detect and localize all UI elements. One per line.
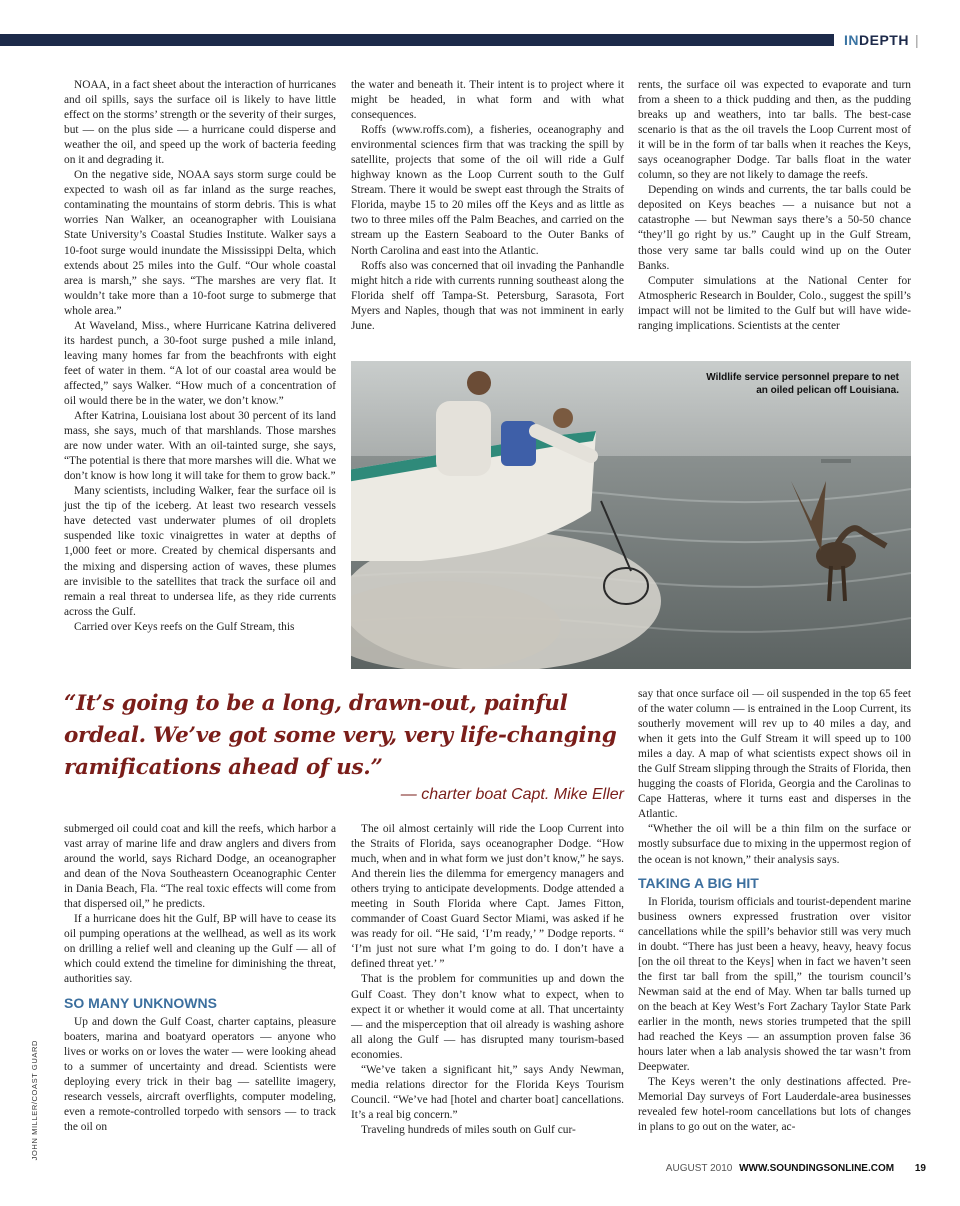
photo-illustration (351, 361, 911, 669)
paragraph: the water and beneath it. Their intent is to project where it might be headed, in what form and with what consequences. (351, 79, 624, 122)
subheading-taking-a-big-hit: TAKING A BIG HIT (638, 874, 759, 891)
paragraph: NOAA, in a fact sheet about the interaction of hurricanes and oil spills, says the surface oil is likely to have little effect on the storms’ strength or the severity of their surges, but — on the plus side — a hurricane could disperse and weather the oil, and speed up the work of bacteria feeding on it and degrading it. (64, 79, 336, 167)
paragraph: In Florida, tourism officials and tourist-dependent marine business owners expressed frustration over visitor cancellations while the spill’s behavior still was very much in doubt. “There has just been a heavy, heavy, heavy focus [on the oil threat to the Keys] when in fact we haven’t seen the first tar ball from the spill,” the tourism council’s Newman said at the end of May. When tar balls turned up on the beach at Key West’s Fort Zachary Taylor State Park earlier in the month, news stories trumpeted that the spill had reached the Keys — an assumption proven false 36 hours later when a lab analysis showed the tar wasn’t from Deepwater. (638, 895, 911, 1074)
paragraph: Carried over Keys reefs on the Gulf Stream, this (74, 620, 295, 633)
upper-column-1 (64, 78, 336, 635)
section-label-in: IN (844, 32, 859, 48)
paragraph: “We’ve taken a significant hit,” says Andy Newman, media relations director for the Florida Keys Tourism Council. “We’ve had [hotel and charter boat] cancellations. It’s a real big concern.” (351, 1063, 624, 1121)
issue-date: AUGUST 2010 (665, 1163, 733, 1174)
photo-credit: JOHN MILLER/COAST GUARD (30, 1040, 39, 1161)
page-footer (666, 1163, 926, 1174)
paragraph: At Waveland, Miss., where Hurricane Katrina delivered its hardest punch, a 30-foot surge pushed a mile inland, leaving many homes far from the beachfronts with eight feet of water in them. “A lot of our coastal area would be affected,” says Walker. “How much of a concentration of oil would there be in the water, we don’t know.” (64, 319, 336, 407)
paragraph: rents, the surface oil was expected to evaporate and turn from a sheen to a thick pudding and then, as the pudding breaks up and weathers, into tar balls. The best-case scenario is that as the oil travels the Loop Current most of it will be in the form of tar balls when it reaches the Keys, says oceanographer Dodge. Tar balls float in the water column, so they are not likely to damage the reefs. (638, 79, 911, 182)
paragraph: “Whether the oil will be a thin film on the surface or mostly subsurface due to mixing in the uppermost region of the ocean is not known,” their analysis says. (638, 823, 911, 866)
paragraph: submerged oil could coat and kill the reefs, which harbor a vast array of marine life and draw anglers and divers from around the world, says Richard Dodge, an oceanographer and dean of the Nova Southeastern Oceanographic Center in Dania Beach, Fla. “The real toxic effects will come from that dispersed oil,” he predicts. (64, 823, 336, 911)
page-number: 19 (914, 1163, 926, 1174)
section-label-rest: DEPTH (859, 32, 909, 48)
paragraph: Many scientists, including Walker, fear the surface oil is just the tip of the iceberg. At least two research vessels have detected vast underwater plumes of oil droplets suspended like toxic vinaigrettes in water at depths of 1,000 feet or more. Created by chemical dispersants and the mixing and dispersing action of waves, these plumes are invisible to the satellites that track the surface oil and remain a real threat to undersea life, as they ride currents across the Gulf. (64, 485, 336, 618)
paragraph: Depending on winds and currents, the tar balls could be deposited on Keys beaches — a nuisance but not a catastrophe — but Newman says there’s a 50-50 chance “they’ll go right by us.” Caught up in the Gulf Stream, those very same tar balls could wind up on the Outer Banks. (638, 184, 911, 272)
pelican-rescue-photo (351, 361, 911, 669)
paragraph: Traveling hundreds of miles south on Gulf cur- (361, 1123, 576, 1136)
upper-column-3 (638, 78, 911, 334)
paragraph: Up and down the Gulf Coast, charter captains, pleasure boaters, marina and boatyard operators — anyone who lives or works on or loves the water — were looking ahead to a summer of uncertainty and dread. Scientists were deploying every trick in their bag — satellite imagery, research vessels, aircraft overflights, computer modeling, even a remote-controlled torpedo with sensors — to track the oil on (64, 1015, 336, 1133)
section-divider: | (914, 32, 920, 48)
lower-column-1 (64, 822, 336, 1135)
paragraph: The Keys weren’t the only destinations affected. Pre-Memorial Day surveys of Fort Lauderdale-area businesses revealed few hotel-room cancellations but lots of changes in plans to go out on the water, ac- (638, 1076, 911, 1134)
website-url: WWW.SOUNDINGSONLINE.COM (739, 1163, 895, 1174)
photo-caption: Wildlife service personnel prepare to net an oiled pelican off Louisiana. (706, 372, 899, 396)
paragraph: Computer simulations at the National Center for Atmospheric Research in Boulder, Colo., suggest the spill’s impact will not be limited to the Gulf but will have wide-ranging implications. Scientists at the center (638, 274, 911, 332)
pull-quote-attribution: — charter boat Capt. Mike Eller (400, 786, 624, 803)
paragraph: If a hurricane does hit the Gulf, BP will have to cease its oil pumping operations at the wellhead, as well as its work on drilling a relief well and cleaning up the Gulf — all of which could extend the timeline for diminishing the threat, authorities say. (64, 913, 336, 986)
paragraph: Roffs also was concerned that oil invading the Panhandle might hitch a ride with currents running southeast along the Florida shelf off Tampa-St. Petersburg, Sarasota, Fort Myers and Naples, though that was not imminent in early June. (351, 259, 624, 332)
paragraph: Roffs (www.roffs.com), a fisheries, oceanography and environmental sciences firm that was tracking the spill by satellite, projects that some of the oil will ride a Gulf highway known as the Loop Current south to the Gulf Stream. There it would be swept east through the Straits of Florida, maybe 15 to 20 miles off the Keys and as little as two to three miles off the Palm Beaches, and carried on the stream up the Eastern Seaboard to the Outer Banks of North Carolina and east into the Atlantic. (351, 124, 624, 257)
paragraph: On the negative side, NOAA says storm surge could be expected to wash oil as far inland as the surge reaches, contaminating the mountains of storm debris. This is what worries Nan Walker, an oceanographer with Louisiana State University’s Coastal Studies Institute. Walker says a 10-foot surge would inundate the Mississippi Delta, which extends about 25 miles into the Gulf. “Our whole coastal area is marsh,” she says. “The marshes are very flat. It wouldn’t take more than a 10-foot surge to submerge that whole area.” (64, 169, 336, 317)
paragraph: After Katrina, Louisiana lost about 30 percent of its land mass, she says, much of that marshlands. Those marshes are now under water. With an oil-tainted surge, she says, “The potential is there that more marshes will die. What we don’t know is how long it will take for them to grow back.” (64, 410, 336, 483)
paragraph: That is the problem for communities up and down the Gulf Coast. They don’t know what to expect, when to expect it or whether it would come at all. That uncertainty — and the misperception that oil already is washing ashore all along the Gulf — has disrupted many tourism-based economies. (351, 973, 624, 1061)
subheading-so-many-unknowns: SO MANY UNKNOWNS (64, 994, 217, 1011)
header-rule (0, 34, 834, 46)
section-label (844, 32, 919, 48)
pull-quote (64, 688, 624, 804)
pull-quote-text: “It’s going to be a long, drawn-out, painful ordeal. We’ve got some very, very life-changing ramifications ahead of us.” (64, 691, 617, 780)
upper-column-2 (351, 78, 624, 334)
lower-column-2 (351, 822, 624, 1138)
paragraph: The oil almost certainly will ride the Loop Current into the Straits of Florida, says oceanographer Dodge. “How much, when and in what form we just don’t know,” he says. And therein lies the dilemma for emergency managers and others trying to anticipate developments. Dodge attended a meeting in South Florida where Capt. James Fitton, commander of Coast Guard Sector Miami, was asked if he was ready for oil. “He said, ‘I’m ready,’ ” Dodge reports. “ ‘I’m just not sure what I’m going to do. I don’t have a defined threat yet.’ ” (351, 823, 625, 971)
paragraph: say that once surface oil — oil suspended in the top 65 feet of the water column — is entrained in the Loop Current, its southerly movement will rev up to 40 miles a day, and when it gets into the Gulf Stream it will speed up to 100 miles a day. A map of what scientists expect shows oil in the Gulf Stream slipping through the Straits of Florida, then hugging the coasts of Florida, Georgia and the Carolinas to Cape Hatteras, where it turns east and disperses in the Atlantic. (638, 688, 911, 821)
lower-column-3 (638, 687, 911, 1135)
